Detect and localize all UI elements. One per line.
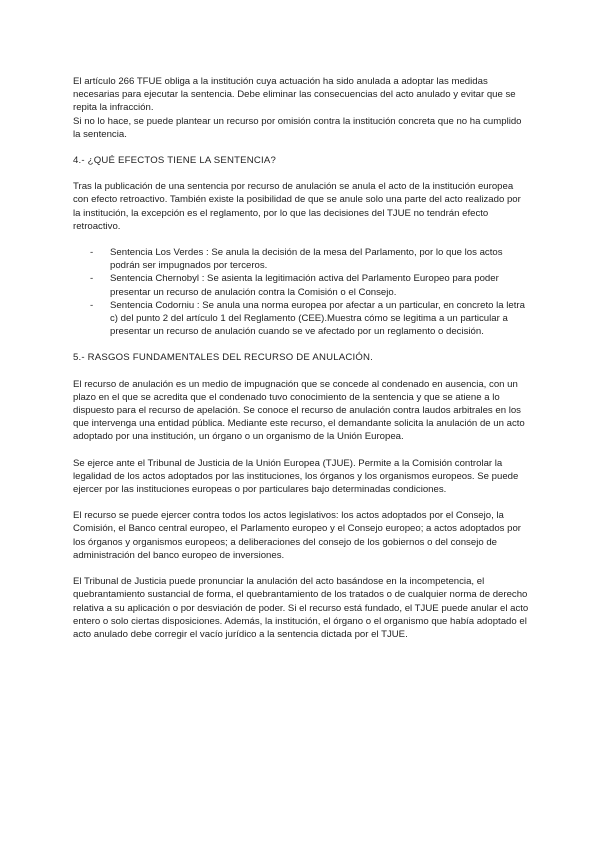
section-4-heading: 4.- ¿QUÉ EFECTOS TIENE LA SENTENCIA?	[73, 155, 277, 167]
section-4-paragraph: Tras la publicación de una sentencia por recurso de anulación se anula el acto de la institución europea con efecto retroactivo. También existe la posibilidad de que se anule solo una parte del acto realizado por la institución, la excepción es el reglamento, por lo que las decisiones del TJUE no tendrán efecto retroactivo.	[73, 181, 521, 232]
section-4-case-list	[73, 246, 529, 338]
intro-paragraph-1: El artículo 266 TFUE obliga a la institución cuya actuación ha sido anulada a adoptar las medidas necesarias para ejecutar la sentencia. Debe eliminar las consecuencias del acto anulado y evitar que se repita la infracción.	[73, 76, 516, 114]
section-5-paragraph-2: Se ejerce ante el Tribunal de Justicia de la Unión Europea (TJUE). Permite a la Comisión controlar la legalidad de los actos adoptados por las instituciones, los órganos y los organismos europeos. Se puede ejercer por las instituciones europeas o por particulares bajo determinadas condiciones.	[73, 457, 519, 496]
list-item-text: Sentencia Codorniu : Se anula una norma europea por afectar a un particular, en concreto la letra c) del punto 2 del artículo 1 del Reglamento (CEE).Muestra cómo se legitima a un particular a presentar un recurso de anulación cuando se ve afectado por un reglamento o decisión.	[110, 299, 525, 338]
list-item	[73, 246, 529, 272]
section-5-paragraph-3: El recurso se puede ejercer contra todos los actos legislativos: los actos adoptados por el Consejo, la Comisión, el Banco central europeo, el Parlamento europeo y el Consejo europeo; a actos adoptados por los órganos y organismos europeos; a deliberaciones del consejo de los gobiernos o del consejo de administración del banco europeo de inversiones.	[73, 510, 521, 561]
intro-paragraph-2: Si no lo hace, se puede plantear un recurso por omisión contra la institución concreta que no ha cumplido la sentencia.	[73, 115, 522, 140]
section-5-paragraph-1: El recurso de anulación es un medio de impugnación que se concede al condenado en ausencia, con un plazo en el que se acredita que el condenado tuvo conocimiento de la sentencia y que se atiene a lo dispuesto para el recurso de apelación. Se conoce el recurso de anulación contra laudos arbitrales en los que intervenga una entidad pública. Mediante este recurso, el demandante solicita la anulación de un acto adoptado por una institución, un órgano o un organismo de la Unión Europea.	[73, 378, 525, 443]
bullet-dash: -	[90, 273, 94, 285]
list-item	[73, 272, 529, 298]
document-body	[73, 75, 529, 641]
list-item-text: Sentencia Chernobyl : Se asienta la legitimación activa del Parlamento Europeo para poder presentar un recurso de anulación contra la Comisión o el Consejo.	[110, 273, 499, 298]
section-5-heading: 5.- RASGOS FUNDAMENTALES DEL RECURSO DE ANULACIÓN.	[73, 352, 373, 364]
bullet-dash: -	[90, 299, 94, 311]
list-item-text: Sentencia Los Verdes : Se anula la decisión de la mesa del Parlamento, por lo que los actos podrán ser impugnados por terceros.	[110, 247, 503, 272]
list-item	[73, 299, 529, 339]
section-5-paragraph-4: El Tribunal de Justicia puede pronunciar la anulación del acto basándose en la incompetencia, el quebrantamiento sustancial de forma, el quebrantamiento de los tratados o de cualquier norma de derecho relativa a su aplicación o por desviación de poder. Si el recurso está fundado, el TJUE puede anular el acto entero o solo ciertas disposiciones. Además, la institución, el órgano o el organismo que había adoptado el acto anulado debe corregir el vacío jurídico a la sentencia dictada por el TJUE.	[73, 576, 529, 640]
intro-block	[73, 75, 529, 141]
bullet-dash: -	[90, 247, 94, 259]
